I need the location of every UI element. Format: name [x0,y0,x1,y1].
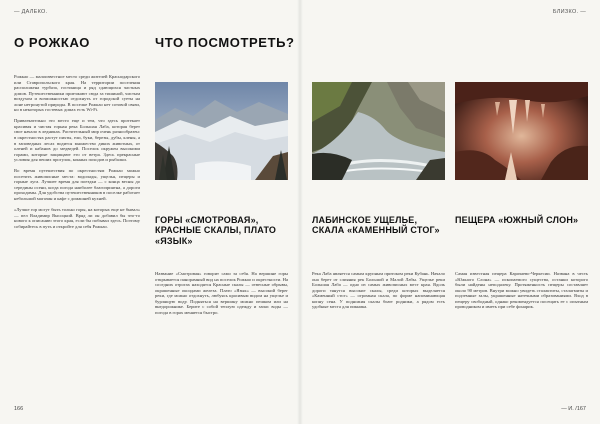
sight-text-1: Название «Смотровая» говорит само за себя. На вершине горы открывается панорамный вид на поселок Рожкао и окрестности. На соседних отрогах находятся Красные скалы — отвесные обрывы, окрашенные оксидами железа. Плато «Язык» — высокий берег реки, где можно отдохнуть, любуясь красивым видом на ущелье и бурлящую воду. Подняться на вершину можно пешком или на внедорожнике. Берите с собой теплую одежду и запас воды — погода в горах меняется быстро. [155,271,288,315]
page-number-left: 166 [14,406,24,412]
about-paragraph-1: Рожкао — малоизвестное место среди жителей Краснодарского или Ставропольского края. На территории поселения расположена турбаза, гостиница и ряд сдающихся частных домов. Путешественники приезжают сюда за тишиной, чистым воздухом и возможностью отдохнуть от городской суеты на лоне нетронутой природы. В поселке Рожкао нет сотовой связи, но в некоторых гостевых домах есть Wi-Fi. [14,74,140,113]
about-paragraph-3: Во время путешествия по окрестностям Рожкао можно посетить живописные места: водопады, ущелья, пещеры и горные луга. Лучшее время для поездки — с конца весны до середины осени, когда погода наиболее благоприятна, а дороги проходимы. Для удобства путешественников в поселке работает небольшой магазин и кафе с домашней кухней. [14,168,141,201]
running-head-right: БЛИЗКО. — [552,9,586,15]
photo-snowy-mountains [155,82,288,180]
sight-title-2: ЛАБИНСКОЕ УЩЕЛЬЕ, СКАЛА «КАМЕННЫЙ СТОГ» [312,215,440,236]
about-paragraph-2: Привлекательно это место еще и тем, что здесь протекает красивая и чистая горная река Большая Лаба, которая берет свое начало в ледниках. Растительный мир очень разнообразен: в окрестностях растут пихты, ели, буки, березы, дубы, клены, а в заповедных лесах водится множество диких животных, от оленей и кабанов до медведей. Поселок окружен высокими горами, которые защищают его от ветра. Здесь прекрасные условия для пеших прогулок, конных походов и рыбалки. [14,118,140,163]
section-title-sights: ЧТО ПОСМОТРЕТЬ? [155,35,295,50]
sight-title-3: ПЕЩЕРА «ЮЖНЫЙ СЛОН» [455,215,579,225]
running-head-left: — ДАЛЕКО. [14,9,48,15]
about-text [14,74,140,235]
right-page [300,0,600,424]
about-paragraph-4: «Лучше гор могут быть только горы, на которых еще не бывал» — пел Владимир Высоцкий. Вряд ли он добавил бы что-то нового к описанию этого края, если бы побывал здесь. Поэтому собирайтесь в путь и откройте для себя Рожкао. [14,206,140,229]
section-title-about: О РОЖКАО [14,35,90,50]
photo-cave [455,82,588,180]
sight-text-2: Река Лаба является самым крупным притоком реки Кубань. Начало она берет от слияния рек Большой и Малой Лабы. Ущелье реки Большая Лаба — одно из самых живописных мест края. Вдоль дороги тянутся высокие скалы, среди которых выделяется «Каменный стог» — огромная скала, по форме напоминающая копну сена. У подножия скалы бьют родники, а рядом есть удобные места для пикника. [312,271,445,310]
sight-title-1: ГОРЫ «СМОТРОВАЯ», КРАСНЫЕ СКАЛЫ, ПЛАТО «ЯЗЫК» [155,215,277,246]
photo-river-gorge [312,82,445,180]
sight-text-3: Самая известная пещера Карачаево-Черкесии. Названа в честь «Южного Слона» — ископаемого существа, останки которого были найдены неподалеку. Протяженность пещеры составляет около 90 метров. Внутри можно увидеть сталактиты, сталагмиты и подземные залы, украшенные натечными образованиями. Вход в пещеру свободный, однако рекомендуется посещать ее с опытным проводником и иметь при себе фонарик. [455,271,588,310]
page-number-right: — И. /167 [561,406,586,412]
